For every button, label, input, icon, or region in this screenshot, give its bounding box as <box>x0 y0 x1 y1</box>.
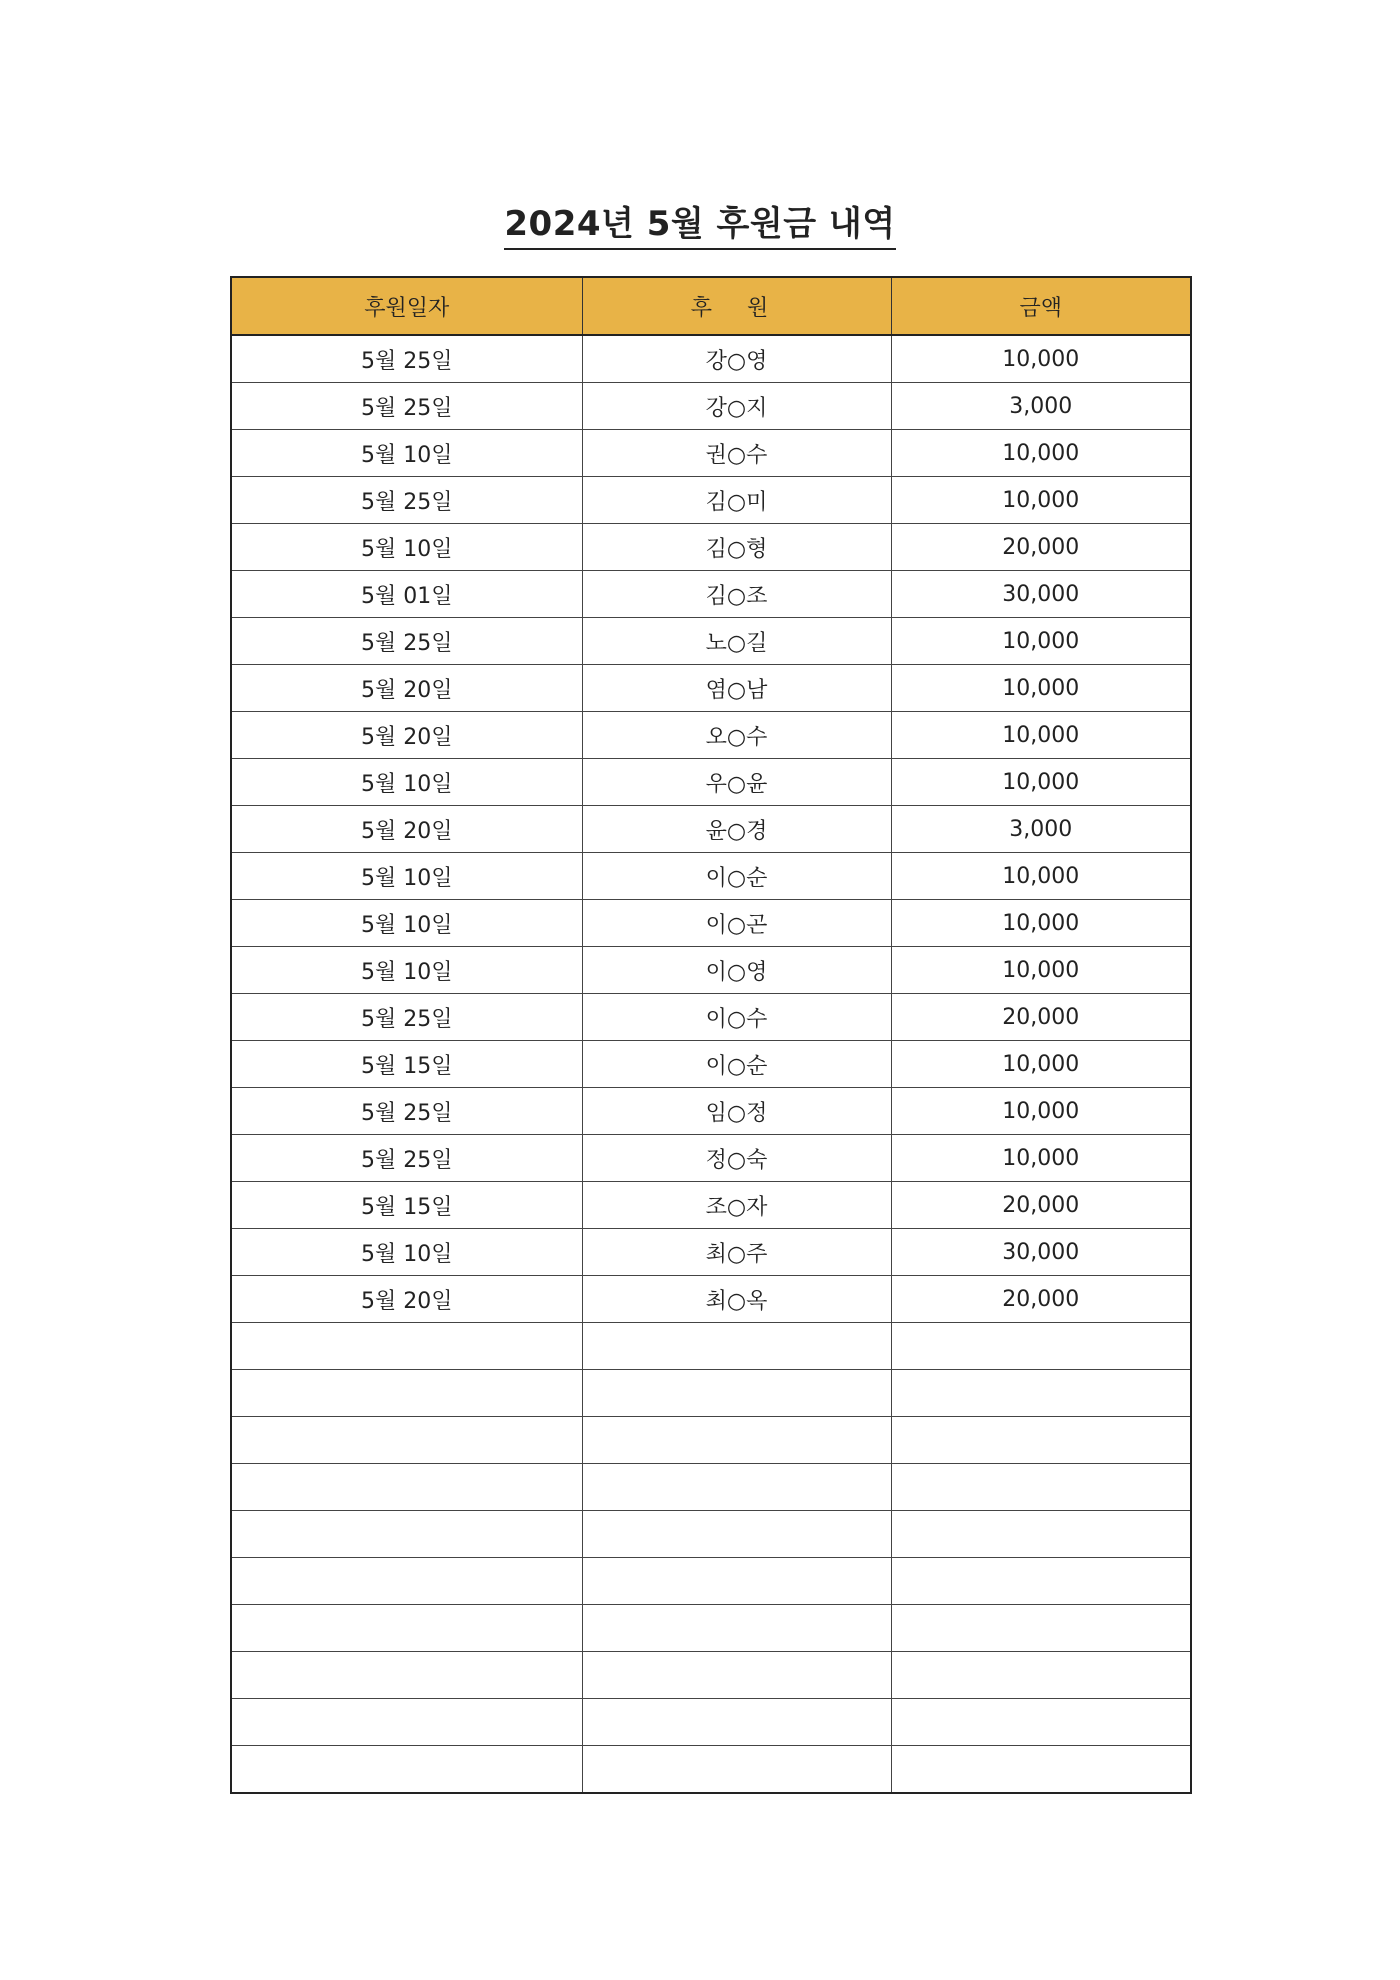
table-body <box>231 335 1191 1793</box>
cell-donor: 윤○경 <box>582 806 891 853</box>
cell-date <box>231 1464 582 1511</box>
cell-amount: 10,000 <box>891 618 1191 665</box>
cell-date: 5월 15일 <box>231 1041 582 1088</box>
cell-date <box>231 1558 582 1605</box>
cell-donor: 강○영 <box>582 335 891 383</box>
cell-donor: 우○윤 <box>582 759 891 806</box>
cell-date: 5월 20일 <box>231 1276 582 1323</box>
table-row <box>231 853 1191 900</box>
cell-amount: 10,000 <box>891 1088 1191 1135</box>
column-header-date: 후원일자 <box>231 277 582 335</box>
cell-amount <box>891 1511 1191 1558</box>
cell-amount: 10,000 <box>891 1135 1191 1182</box>
table-row-empty <box>231 1370 1191 1417</box>
cell-amount: 10,000 <box>891 853 1191 900</box>
cell-date: 5월 20일 <box>231 665 582 712</box>
cell-donor: 조○자 <box>582 1182 891 1229</box>
cell-amount: 10,000 <box>891 1041 1191 1088</box>
cell-date: 5월 20일 <box>231 712 582 759</box>
table-row <box>231 665 1191 712</box>
cell-date: 5월 10일 <box>231 853 582 900</box>
cell-amount: 30,000 <box>891 1229 1191 1276</box>
cell-amount <box>891 1652 1191 1699</box>
cell-date <box>231 1652 582 1699</box>
cell-donor <box>582 1370 891 1417</box>
cell-amount <box>891 1417 1191 1464</box>
table-row <box>231 1088 1191 1135</box>
cell-amount: 20,000 <box>891 1276 1191 1323</box>
table-row <box>231 383 1191 430</box>
table-row <box>231 335 1191 383</box>
cell-amount <box>891 1464 1191 1511</box>
cell-donor: 최○옥 <box>582 1276 891 1323</box>
cell-donor <box>582 1699 891 1746</box>
cell-amount <box>891 1746 1191 1794</box>
table-row-empty <box>231 1323 1191 1370</box>
cell-amount: 20,000 <box>891 994 1191 1041</box>
table-row-empty <box>231 1746 1191 1794</box>
cell-amount: 10,000 <box>891 900 1191 947</box>
cell-amount: 10,000 <box>891 947 1191 994</box>
cell-donor: 김○조 <box>582 571 891 618</box>
table-row-empty <box>231 1699 1191 1746</box>
cell-amount <box>891 1558 1191 1605</box>
cell-donor: 임○정 <box>582 1088 891 1135</box>
cell-donor: 이○순 <box>582 1041 891 1088</box>
cell-donor <box>582 1511 891 1558</box>
cell-donor: 최○주 <box>582 1229 891 1276</box>
table-row <box>231 947 1191 994</box>
cell-donor: 정○숙 <box>582 1135 891 1182</box>
cell-date: 5월 10일 <box>231 947 582 994</box>
cell-amount: 10,000 <box>891 335 1191 383</box>
cell-date: 5월 10일 <box>231 430 582 477</box>
table-row <box>231 900 1191 947</box>
cell-date: 5월 10일 <box>231 759 582 806</box>
table-row <box>231 806 1191 853</box>
cell-amount <box>891 1323 1191 1370</box>
cell-date <box>231 1746 582 1794</box>
table-row <box>231 759 1191 806</box>
table-row <box>231 477 1191 524</box>
page-title <box>0 196 1400 245</box>
cell-amount: 10,000 <box>891 477 1191 524</box>
table-row-empty <box>231 1511 1191 1558</box>
cell-donor <box>582 1464 891 1511</box>
cell-amount: 10,000 <box>891 712 1191 759</box>
cell-donor: 권○수 <box>582 430 891 477</box>
cell-donor: 염○남 <box>582 665 891 712</box>
cell-date: 5월 25일 <box>231 1088 582 1135</box>
cell-donor: 이○순 <box>582 853 891 900</box>
page-title-text: 2024년 5월 후원금 내역 <box>504 204 895 250</box>
cell-donor <box>582 1652 891 1699</box>
table-row <box>231 571 1191 618</box>
table-row-empty <box>231 1417 1191 1464</box>
table-row <box>231 1276 1191 1323</box>
cell-date: 5월 25일 <box>231 618 582 665</box>
cell-date: 5월 25일 <box>231 383 582 430</box>
cell-donor <box>582 1558 891 1605</box>
cell-date: 5월 25일 <box>231 1135 582 1182</box>
cell-date: 5월 25일 <box>231 994 582 1041</box>
cell-amount: 30,000 <box>891 571 1191 618</box>
cell-date: 5월 15일 <box>231 1182 582 1229</box>
cell-amount <box>891 1370 1191 1417</box>
cell-date: 5월 25일 <box>231 335 582 383</box>
cell-amount: 20,000 <box>891 1182 1191 1229</box>
cell-amount: 10,000 <box>891 430 1191 477</box>
cell-date <box>231 1699 582 1746</box>
cell-donor: 강○지 <box>582 383 891 430</box>
donation-table <box>230 276 1192 1794</box>
cell-donor: 노○길 <box>582 618 891 665</box>
cell-amount: 10,000 <box>891 665 1191 712</box>
cell-amount <box>891 1605 1191 1652</box>
cell-donor: 이○수 <box>582 994 891 1041</box>
cell-donor: 이○곤 <box>582 900 891 947</box>
cell-date: 5월 25일 <box>231 477 582 524</box>
table-row-empty <box>231 1652 1191 1699</box>
cell-amount: 10,000 <box>891 759 1191 806</box>
cell-date <box>231 1605 582 1652</box>
cell-date <box>231 1511 582 1558</box>
cell-date: 5월 10일 <box>231 1229 582 1276</box>
cell-date <box>231 1417 582 1464</box>
table-row <box>231 618 1191 665</box>
cell-date <box>231 1323 582 1370</box>
cell-date: 5월 20일 <box>231 806 582 853</box>
cell-date: 5월 10일 <box>231 900 582 947</box>
table-row-empty <box>231 1558 1191 1605</box>
cell-donor: 이○영 <box>582 947 891 994</box>
table-row <box>231 712 1191 759</box>
table-row-empty <box>231 1605 1191 1652</box>
cell-amount: 3,000 <box>891 806 1191 853</box>
cell-donor <box>582 1746 891 1794</box>
cell-date: 5월 10일 <box>231 524 582 571</box>
cell-amount <box>891 1699 1191 1746</box>
table-row <box>231 430 1191 477</box>
table-row-empty <box>231 1464 1191 1511</box>
cell-date: 5월 01일 <box>231 571 582 618</box>
cell-amount: 3,000 <box>891 383 1191 430</box>
cell-amount: 20,000 <box>891 524 1191 571</box>
cell-donor: 김○형 <box>582 524 891 571</box>
cell-donor: 오○수 <box>582 712 891 759</box>
cell-date <box>231 1370 582 1417</box>
table-row <box>231 994 1191 1041</box>
table-row <box>231 1041 1191 1088</box>
column-header-donor: 후 원 <box>582 277 891 335</box>
table-row <box>231 1229 1191 1276</box>
cell-donor <box>582 1323 891 1370</box>
cell-donor <box>582 1417 891 1464</box>
table-row <box>231 1182 1191 1229</box>
column-header-amount: 금액 <box>891 277 1191 335</box>
cell-donor: 김○미 <box>582 477 891 524</box>
table-row <box>231 1135 1191 1182</box>
table-row <box>231 524 1191 571</box>
table-header-row <box>231 277 1191 335</box>
cell-donor <box>582 1605 891 1652</box>
